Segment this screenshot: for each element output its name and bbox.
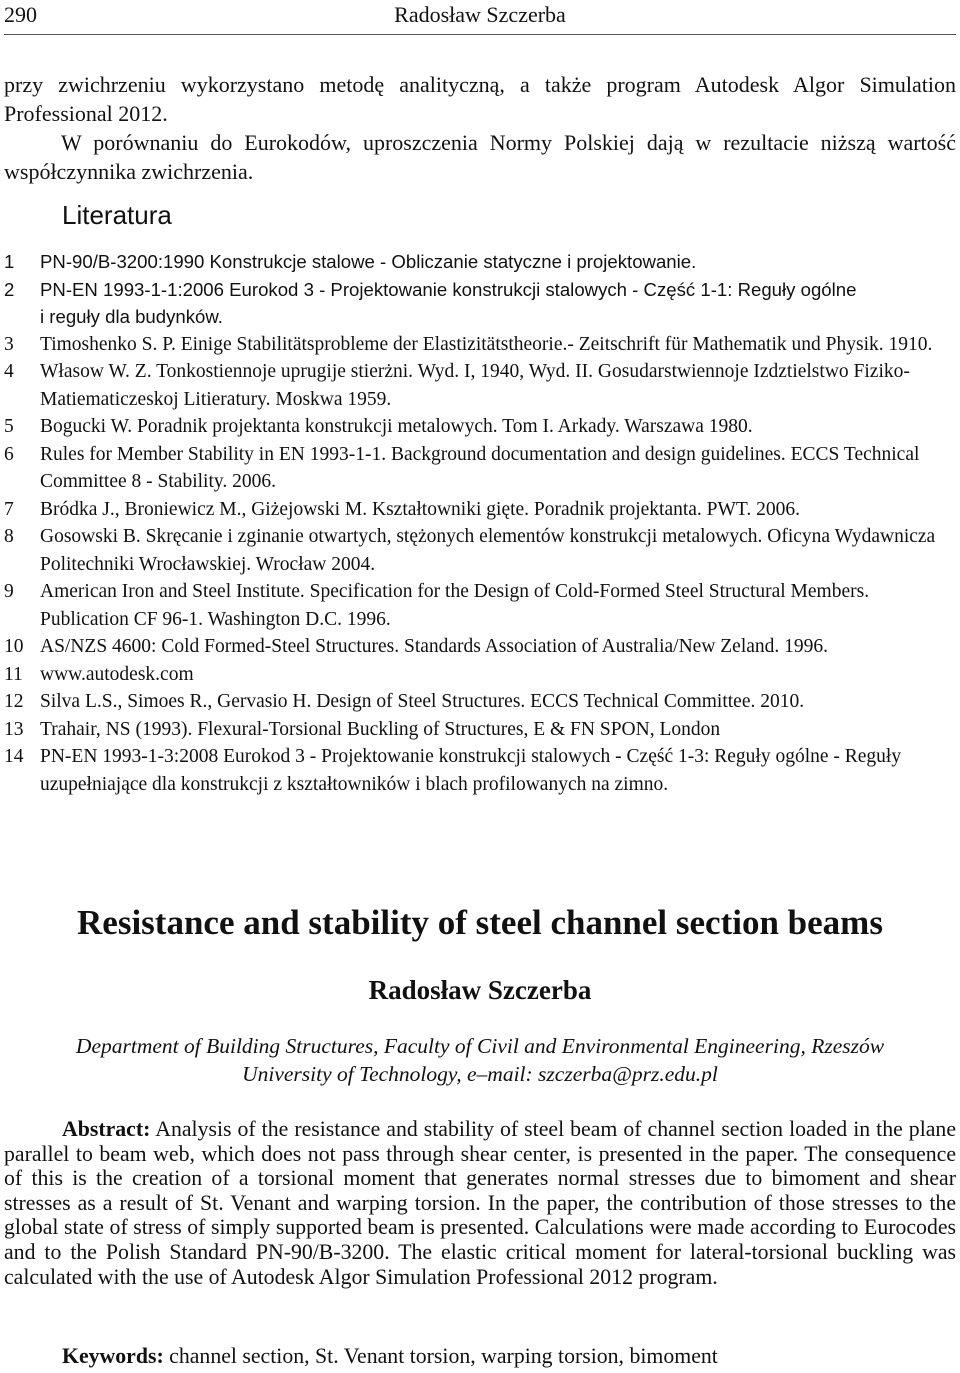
- reference-number: 7: [4, 498, 14, 520]
- reference-item: [4, 716, 956, 744]
- reference-number: 6: [4, 443, 14, 465]
- reference-item: [4, 661, 956, 689]
- reference-text: Bródka J., Broniewicz M., Giżejowski M. Kształtowniki gięte. Poradnik projektanta. PWT. 2006.: [40, 498, 801, 520]
- reference-item: [4, 578, 956, 633]
- reference-number: 10: [4, 636, 24, 657]
- reference-item: [4, 413, 956, 441]
- reference-list: [4, 248, 956, 798]
- reference-number: 1: [4, 251, 15, 272]
- reference-text: Bogucki W. Poradnik projektanta konstrukcji metalowych. Tom I. Arkady. Warszawa 1980.: [40, 416, 753, 437]
- affiliation-line: Department of Building Structures, Faculty of Civil and Environmental Engineering, Rzeszów: [75, 1034, 885, 1058]
- reference-link[interactable]: www.autodesk.com: [40, 663, 194, 685]
- running-head-author: Radosław Szczerba: [394, 2, 566, 27]
- page-header: [4, 0, 956, 35]
- reference-text: Trahair, NS (1993). Flexural-Torsional Buckling of Structures, E & FN SPON, London: [40, 718, 721, 740]
- reference-item: [4, 496, 956, 524]
- reference-number: 12: [4, 691, 24, 712]
- english-author: Radosław Szczerba: [368, 975, 592, 1005]
- reference-number: 8: [4, 526, 14, 547]
- reference-text: AS/NZS 4600: Cold Formed-Steel Structures. Standards Association of Australia/New Zeland. 1996.: [40, 636, 829, 657]
- keywords-label: Keywords:: [62, 1344, 164, 1368]
- reference-text: Gosowski B. Skręcanie i zginanie otwartych, stężonych elementów konstrukcji metalowych. Oficyna Wydawnicza Politechniki Wrocławskiej. Wrocław 2004.: [40, 526, 936, 575]
- literature-heading: Literatura: [62, 200, 172, 230]
- keywords: [62, 1344, 956, 1369]
- reference-text: Silva L.S., Simoes R., Gervasio H. Design of Steel Structures. ECCS Technical Committee. 2010.: [40, 691, 805, 712]
- reference-text: Rules for Member Stability in EN 1993-1-1. Background documentation and design guidelines. ECCS Technical Committee 8 - Stability. 2006.: [40, 443, 920, 492]
- reference-item: [4, 743, 956, 798]
- abstract-text: Analysis of the resistance and stability of steel beam of channel section loaded in the plane parallel to beam web, which does not pass through shear center, is presented in the paper. The consequence of this is the creation of a torsional moment that generates normal stresses due to bimoment and shear stresses as a result of St. Venant and warping torsion. In the paper, the contribution of those stresses to the global state of stress of simply supported beam is presented. Calculations were made according to Eurocodes and to the Polish Standard PN-90/B-3200. The elastic critical moment for lateral-torsional buckling was calculated with the use of Autodesk Algor Simulation Professional 2012 program.: [4, 1117, 957, 1289]
- reference-item: [4, 688, 956, 716]
- reference-text: PN-EN 1993-1-3:2008 Eurokod 3 - Projektowanie konstrukcji stalowych - Część 1-3: Reguły ogólne - Reguły uzupełniające dla konstrukcji z kształtowników i blach profilowanych na zimno.: [40, 746, 902, 795]
- reference-item: [4, 358, 956, 413]
- reference-number: 2: [4, 278, 15, 300]
- reference-number: 14: [4, 746, 24, 767]
- abstract: [4, 1117, 956, 1289]
- author-affiliation: [10, 1032, 950, 1088]
- english-title: Resistance and stability of steel channel section beams: [77, 903, 883, 942]
- page-number: 290: [4, 2, 37, 27]
- reference-item: [4, 331, 956, 359]
- reference-text: PN-90/B-3200:1990 Konstrukcje stalowe - Obliczanie statyczne i projektowanie.: [40, 251, 697, 272]
- intro-paragraph-1: przy zwichrzeniu wykorzystano metodę analityczną, a także program Autodesk Algor Simulation Professional 2012.: [4, 72, 956, 126]
- reference-text: Własow W. Z. Tonkostiennoje uprugije stierżni. Wyd. I, 1940, Wyd. II. Gosudarstwiennoje Izdztielstwo Fiziko-Matiematiczeskoj Litieratury. Moskwa 1959.: [40, 361, 910, 410]
- reference-item: [4, 441, 956, 496]
- reference-item: [4, 523, 956, 578]
- reference-number: 13: [4, 718, 24, 740]
- abstract-label: Abstract:: [62, 1117, 151, 1141]
- reference-text: American Iron and Steel Institute. Specification for the Design of Cold-Formed Steel Structural Members. Publication CF 96-1. Washington D.C. 1996.: [40, 581, 870, 630]
- affiliation-email-line: University of Technology, e–mail: szczerba@prz.edu.pl: [242, 1062, 718, 1086]
- reference-item: [4, 248, 956, 276]
- reference-number: 4: [4, 361, 14, 382]
- reference-number: 11: [4, 663, 23, 685]
- reference-item: [4, 276, 956, 331]
- reference-text: PN-EN 1993-1-1:2006 Eurokod 3 - Projektowanie konstrukcji stalowych - Część 1-1: Reguły ogólne: [40, 278, 857, 300]
- intro-paragraph-2: W porównaniu do Eurokodów, uproszczenia Normy Polskiej dają w rezultacie niższą wartość współczynnika zwichrzenia.: [4, 130, 956, 184]
- reference-number: 5: [4, 416, 14, 437]
- reference-text-continuation: i reguły dla budynków.: [40, 306, 223, 327]
- reference-number: 3: [4, 333, 14, 355]
- intro-text: [4, 70, 956, 186]
- reference-item: [4, 633, 956, 661]
- keywords-text: channel section, St. Venant torsion, warping torsion, bimoment: [169, 1344, 718, 1368]
- reference-text: Timoshenko S. P. Einige Stabilitätsprobleme der Elastizitätstheorie.- Zeitschrift für Mathematik und Physik. 1910.: [40, 333, 933, 355]
- reference-number: 9: [4, 581, 14, 602]
